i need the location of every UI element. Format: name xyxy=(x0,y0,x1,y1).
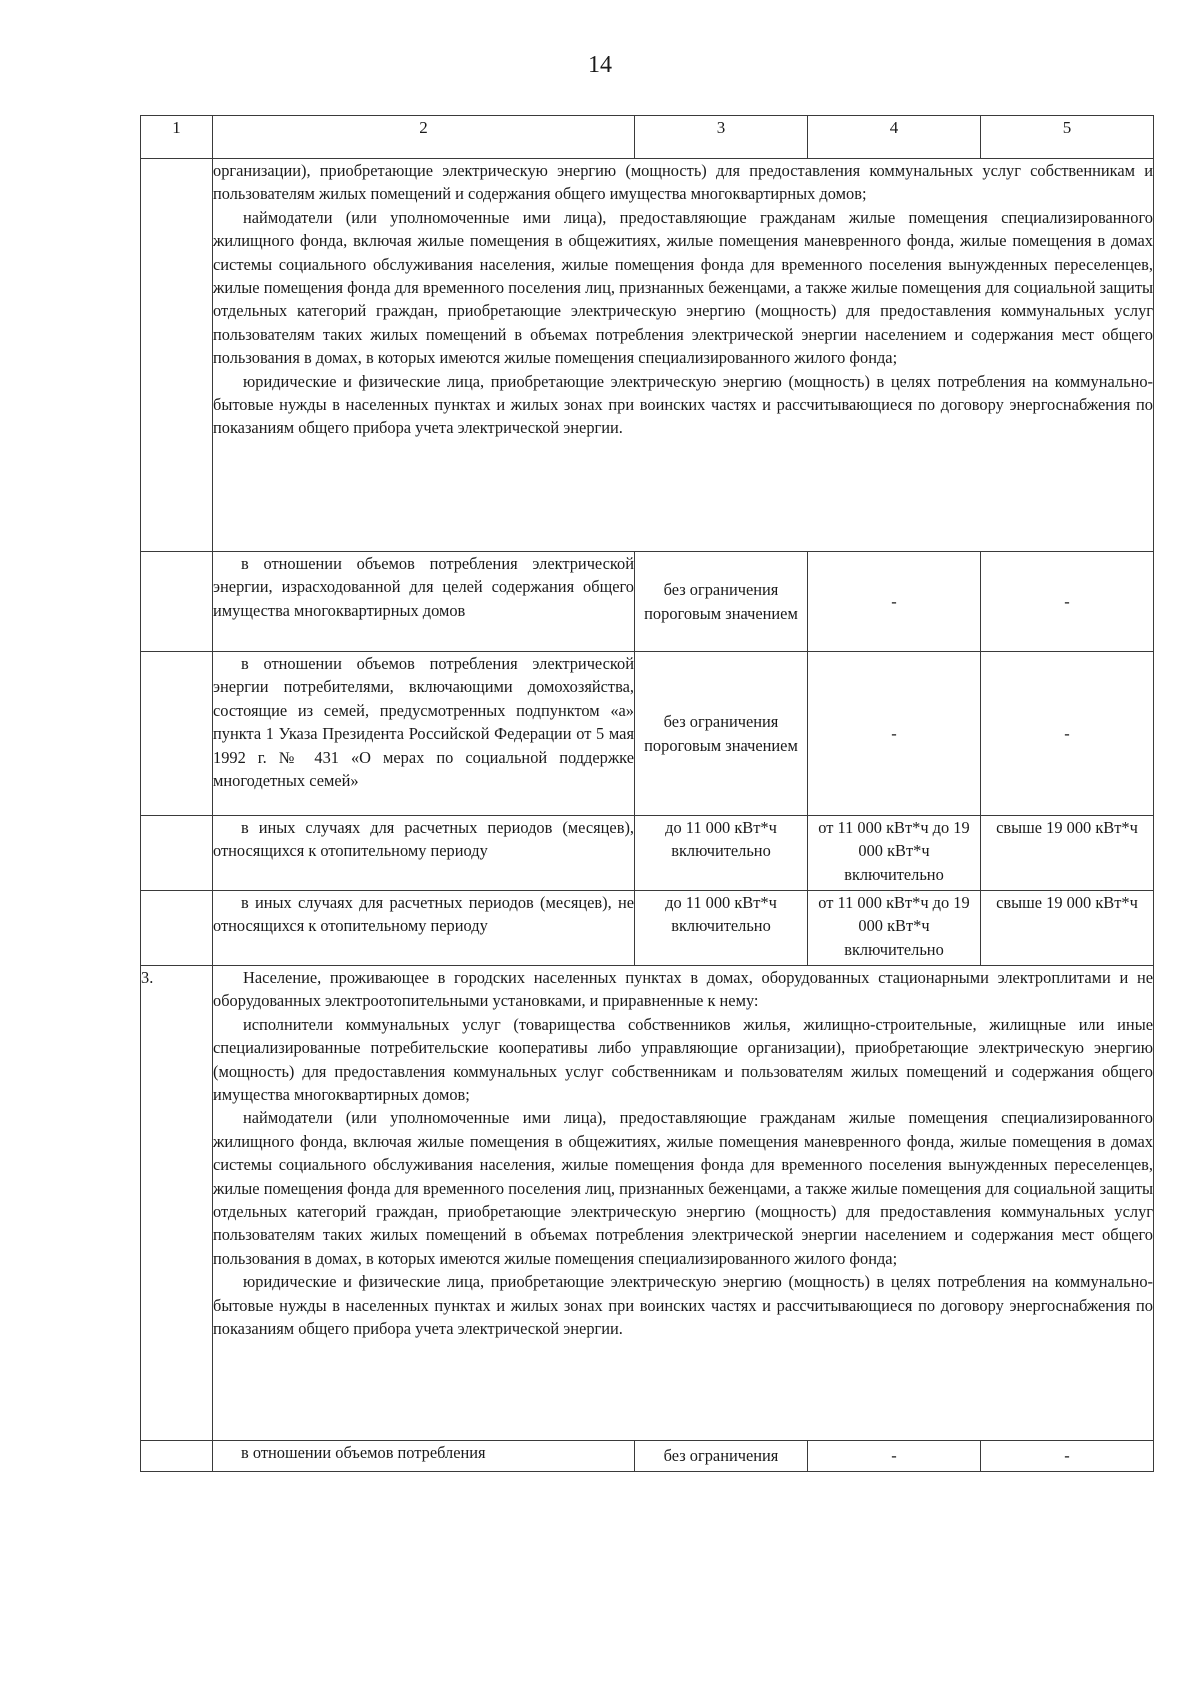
column-header-1: 1 xyxy=(141,116,213,159)
table-row xyxy=(141,816,1154,891)
condition-cell: в иных случаях для расчетных периодов (месяцев), не относящихся к отопительному периоду xyxy=(213,891,635,966)
continued-group-description-row xyxy=(141,159,1154,552)
group-paragraph: наймодатели (или уполномоченные ими лица), предоставляющие гражданам жилые помещения специализированного жилищного фонда, включая жилые помещения в общежитиях, жилые помещения маневренного фонда, жилые помещения в домах системы социального обслуживания населения, жилые помещения фонда для временного поселения вынужденных переселенцев, жилые помещения фонда для временного поселения лиц, признанных беженцами, а также жилые помещения для социальной защиты отдельных категорий граждан, приобретающие электрическую энергию (мощность) для предоставления коммунальных услуг пользователям таких жилых помещений в объемах потребления электрической энергии населением и содержания мест общего пользования в домах, в которых имеются жилые помещения специализированного жилого фонда; xyxy=(213,207,1153,368)
column-header-2: 2 xyxy=(213,116,635,159)
value-cell-col4: от 11 000 кВт*ч до 19 000 кВт*ч включительно xyxy=(808,891,981,966)
group-paragraph: исполнители коммунальных услуг (товарищества собственников жилья, жилищно-строительные, жилищные или иные специализированные потребительские кооперативы либо управляющие организации), приобретающие электрическую энергию (мощность) для предоставления коммунальных услуг собственникам и пользователям жилых помещений и содержания общего имущества многоквартирных домов; xyxy=(213,1014,1153,1105)
value-cell-col3: без ограничения пороговым значением xyxy=(635,552,808,652)
group-paragraph: юридические и физические лица, приобретающие электрическую энергию (мощность) в целях потребления на коммунально-бытовые нужды в населенных пунктах и жилых зонах при воинских частях и рассчитывающиеся по договору энергоснабжения по показаниям общего прибора учета электрической энергии. xyxy=(213,371,1153,438)
condition-cell: в иных случаях для расчетных периодов (месяцев), относящихся к отопительному периоду xyxy=(213,816,635,891)
value-cell-col3: без ограничения пороговым значением xyxy=(635,652,808,816)
group-paragraph: наймодатели (или уполномоченные ими лица), предоставляющие гражданам жилые помещения специализированного жилищного фонда, включая жилые помещения в общежитиях, жилые помещения маневренного фонда, жилые помещения в домах системы социального обслуживания населения, жилые помещения фонда для временного поселения вынужденных переселенцев, жилые помещения фонда для временного поселения лиц, признанных беженцами, а также жилые помещения для социальной защиты отдельных категорий граждан, приобретающие электрическую энергию (мощность) для предоставления коммунальных услуг пользователям таких жилых помещений в объемах потребления электрической энергии населением и содержания мест общего пользования в домах, в которых имеются жилые помещения специализированного жилого фонда; xyxy=(213,1108,1153,1268)
table-header-row xyxy=(141,116,1154,159)
column-header-3: 3 xyxy=(635,116,808,159)
table-row xyxy=(141,552,1154,652)
value-cell-col5: свыше 19 000 кВт*ч xyxy=(981,891,1154,966)
group-description-cell xyxy=(213,159,1154,552)
row-number-cell xyxy=(141,159,213,552)
row-number-cell xyxy=(141,652,213,816)
row-number-cell xyxy=(141,552,213,652)
value-cell-col5: - xyxy=(981,552,1154,652)
group-description-cell xyxy=(213,966,1154,1441)
value-cell-col4: от 11 000 кВт*ч до 19 000 кВт*ч включительно xyxy=(808,816,981,891)
condition-cell: в отношении объемов потребления xyxy=(213,1441,635,1472)
value-cell-col3: до 11 000 кВт*ч включительно xyxy=(635,891,808,966)
page-number: 14 xyxy=(588,52,612,78)
column-header-5: 5 xyxy=(981,116,1154,159)
value-cell-col4: - xyxy=(808,652,981,816)
table-row xyxy=(141,1441,1154,1472)
row-number-cell xyxy=(141,891,213,966)
group-paragraph: Население, проживающее в городских населенных пунктах в домах, оборудованных стационарными электроплитами и не оборудованных электроотопительными установками, и приравненные к нему: xyxy=(213,968,1153,1011)
column-header-4: 4 xyxy=(808,116,981,159)
value-cell-col4: - xyxy=(808,1441,981,1472)
condition-cell: в отношении объемов потребления электрической энергии, израсходованной для целей содержания общего имущества многоквартирных домов xyxy=(213,552,635,652)
value-cell-col4: - xyxy=(808,552,981,652)
row-number-cell xyxy=(141,1441,213,1472)
table-row xyxy=(141,891,1154,966)
table-row xyxy=(141,652,1154,816)
value-cell-col3: до 11 000 кВт*ч включительно xyxy=(635,816,808,891)
row-number-cell: 3. xyxy=(141,966,213,1441)
value-cell-col3: без ограничения xyxy=(635,1441,808,1472)
tariff-table xyxy=(140,115,1154,1472)
group-paragraph: организации), приобретающие электрическую энергию (мощность) для предоставления коммунальных услуг собственникам и пользователям жилых помещений и содержания общего имущества многоквартирных домов; xyxy=(213,161,1153,204)
group-3-description-row xyxy=(141,966,1154,1441)
value-cell-col5: - xyxy=(981,1441,1154,1472)
row-number-cell xyxy=(141,816,213,891)
condition-cell: в отношении объемов потребления электрической энергии потребителями, включающими домохозяйства, состоящие из семей, предусмотренных подпунктом «а» пункта 1 Указа Президента Российской Федерации от 5 мая 1992 г. № 431 «О мерах по социальной поддержке многодетных семей» xyxy=(213,652,635,816)
value-cell-col5: - xyxy=(981,652,1154,816)
value-cell-col5: свыше 19 000 кВт*ч xyxy=(981,816,1154,891)
group-paragraph: юридические и физические лица, приобретающие электрическую энергию (мощность) в целях потребления на коммунально-бытовые нужды в населенных пунктах и жилых зонах при воинских частях и рассчитывающиеся по договору энергоснабжения по показаниям общего прибора учета электрической энергии. xyxy=(213,1272,1153,1339)
